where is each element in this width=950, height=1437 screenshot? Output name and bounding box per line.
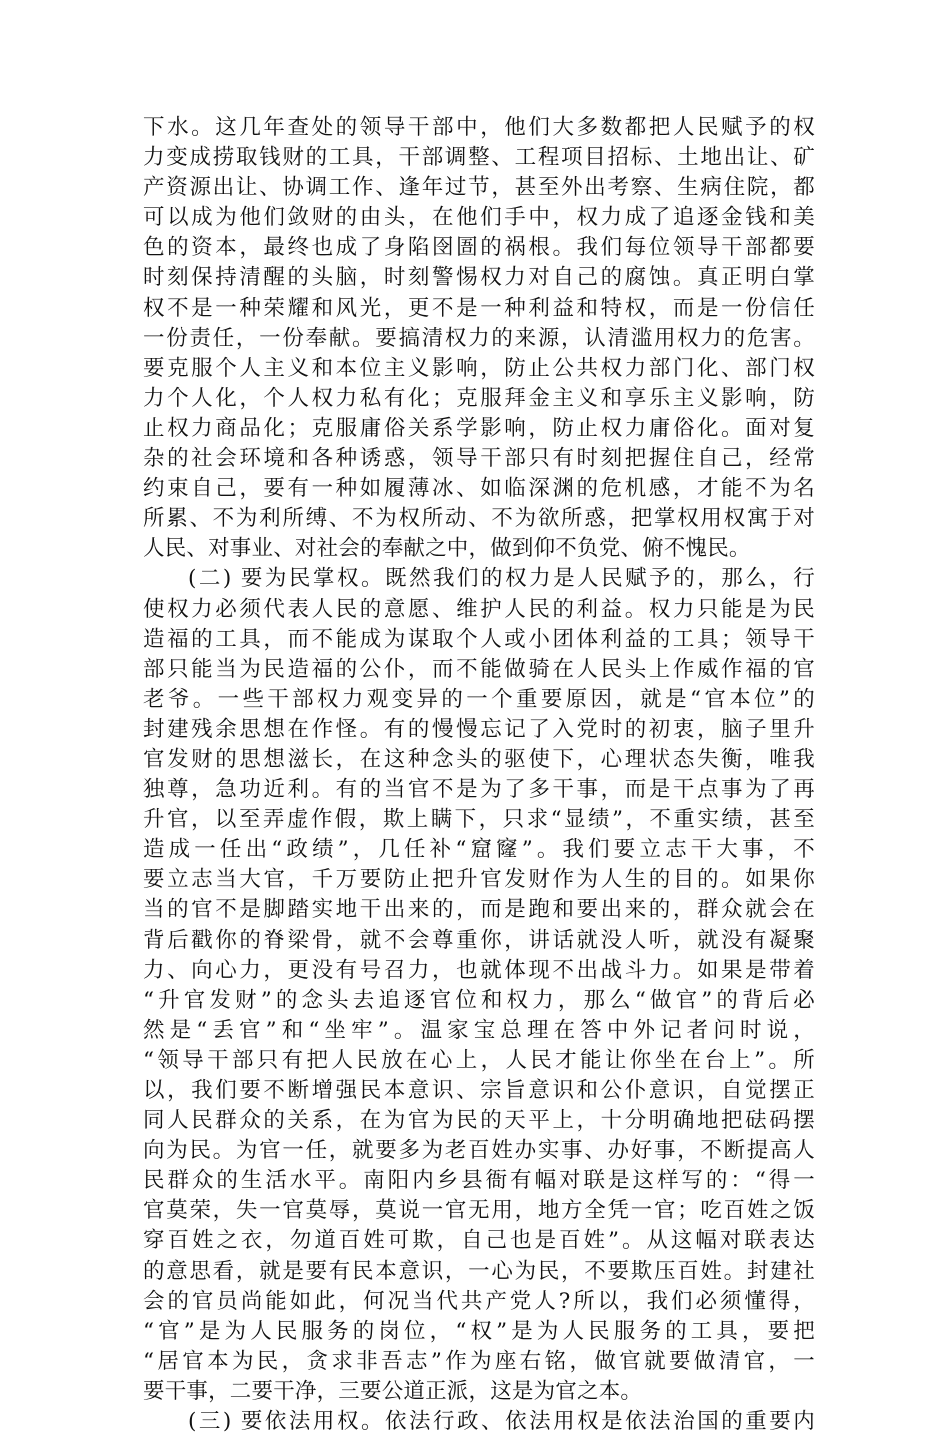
text-line: 会的官员尚能如此，何况当代共产党人?所以，我们必须懂得， — [143, 1288, 815, 1314]
text-line: 造福的工具，而不能成为谋取个人或小团体利益的工具；领导干 — [143, 626, 815, 652]
text-line: 升官，以至弄虚作假，欺上瞒下，只求“显绩”，不重实绩，甚至 — [143, 807, 815, 833]
text-line: 独尊，急功近利。有的当官不是为了多干事，而是干点事为了再 — [143, 777, 815, 803]
text-line: 使权力必须代表人民的意愿、维护人民的利益。权力只能是为民 — [143, 596, 815, 622]
text-line: 背后戳你的脊梁骨，就不会尊重你，讲话就没人听，就没有凝聚 — [143, 927, 815, 953]
body-text — [143, 113, 815, 1437]
text-line: 老爷。一些干部权力观变异的一个重要原因，就是“官本位”的 — [143, 686, 815, 712]
text-line: 官莫荣，失一官莫辱，莫说一官无用，地方全凭一官；吃百姓之饭 — [143, 1198, 815, 1224]
text-line: 下水。这几年查处的领导干部中，他们大多数都把人民赋予的权 — [143, 115, 815, 140]
text-line: 可以成为他们敛财的由头，在他们手中，权力成了追逐金钱和美 — [143, 205, 815, 231]
text-line: 所累、不为利所缚、不为权所动、不为欲所惑，把掌权用权寓于对 — [143, 506, 815, 532]
text-line: 力变成捞取钱财的工具，干部调整、工程项目招标、土地出让、矿 — [143, 145, 815, 171]
text-line: 然是“丢官”和“坐牢”。温家宝总理在答中外记者问时说， — [143, 1017, 815, 1043]
text-line: “领导干部只有把人民放在心上，人民才能让你坐在台上”。所 — [143, 1047, 815, 1073]
text-line: 的意思看，就是要有民本意识，一心为民，不要欺压百姓。封建社 — [143, 1258, 815, 1284]
text-line: 色的资本，最终也成了身陷囹圄的祸根。我们每位领导干部都要 — [143, 235, 815, 261]
text-line: 权不是一种荣耀和风光，更不是一种利益和特权，而是一份信任 — [143, 295, 815, 321]
text-line: 要克服个人主义和本位主义影响，防止公共权力部门化、部门权 — [143, 355, 815, 381]
text-line: “居官本为民，贪求非吾志”作为座右铭，做官就要做清官，一 — [143, 1348, 815, 1374]
text-line: 时刻保持清醒的头脑，时刻警惕权力对自己的腐蚀。真正明白掌 — [143, 265, 815, 291]
text-line: 当的官不是脚踏实地干出来的，而是跑和要出来的，群众就会在 — [143, 897, 815, 923]
text-line: 穿百姓之衣，勿道百姓可欺，自己也是百姓”。从这幅对联表达 — [143, 1228, 815, 1254]
text-line: 官发财的思想滋长，在这种念头的驱使下，心理状态失衡，唯我 — [143, 746, 815, 772]
text-line: 约束自己，要有一种如履薄冰、如临深渊的危机感，才能不为名 — [143, 476, 815, 502]
text-line: 一份责任，一份奉献。要搞清权力的来源，认清滥用权力的危害。 — [143, 325, 815, 351]
text-line: 产资源出让、协调工作、逢年过节，甚至外出考察、生病住院，都 — [143, 175, 815, 201]
text-line: 人民、对事业、对社会的奉献之中，做到仰不负党、俯不愧民。 — [143, 536, 751, 562]
text-line: 要立志当大官，千万要防止把升官发财作为人生的目的。如果你 — [143, 867, 815, 893]
text-line: 民群众的生活水平。南阳内乡县衙有幅对联是这样写的：“得一 — [143, 1168, 815, 1194]
text-line: 止权力商品化；克服庸俗关系学影响，防止权力庸俗化。面对复 — [143, 415, 815, 441]
text-line: 封建残余思想在作怪。有的慢慢忘记了入党时的初衷，脑子里升 — [143, 716, 815, 742]
text-line: 造成一任出“政绩”，几任补“窟窿”。我们要立志干大事，不 — [143, 837, 815, 863]
text-line: 力个人化，个人权力私有化；克服拜金主义和享乐主义影响，防 — [143, 385, 815, 411]
text-line: 要干事，二要干净，三要公道正派，这是为官之本。 — [143, 1378, 643, 1404]
text-line: (三) 要依法用权。依法行政、依法用权是依法治国的重要内 — [188, 1409, 815, 1435]
text-line: 力、向心力，更没有号召力，也就体现不出战斗力。如果是带着 — [143, 957, 815, 983]
text-line: 部只能当为民造福的公仆，而不能做骑在人民头上作威作福的官 — [143, 656, 815, 682]
text-line: 杂的社会环境和各种诱惑，领导干部只有时刻把握住自己，经常 — [143, 446, 815, 472]
text-line: 同人民群众的关系，在为官为民的天平上，十分明确地把砝码摆 — [143, 1108, 815, 1134]
text-line: “升官发财”的念头去追逐官位和权力，那么“做官”的背后必 — [143, 987, 815, 1013]
text-line: “官”是为人民服务的岗位，“权”是为人民服务的工具，要把 — [143, 1318, 815, 1344]
text-line: (二) 要为民掌权。既然我们的权力是人民赋予的，那么，行 — [188, 566, 815, 592]
text-line: 向为民。为官一任，就要多为老百姓办实事、办好事，不断提高人 — [143, 1138, 815, 1164]
text-line: 以，我们要不断增强民本意识、宗旨意识和公仆意识，自觉摆正 — [143, 1078, 815, 1103]
